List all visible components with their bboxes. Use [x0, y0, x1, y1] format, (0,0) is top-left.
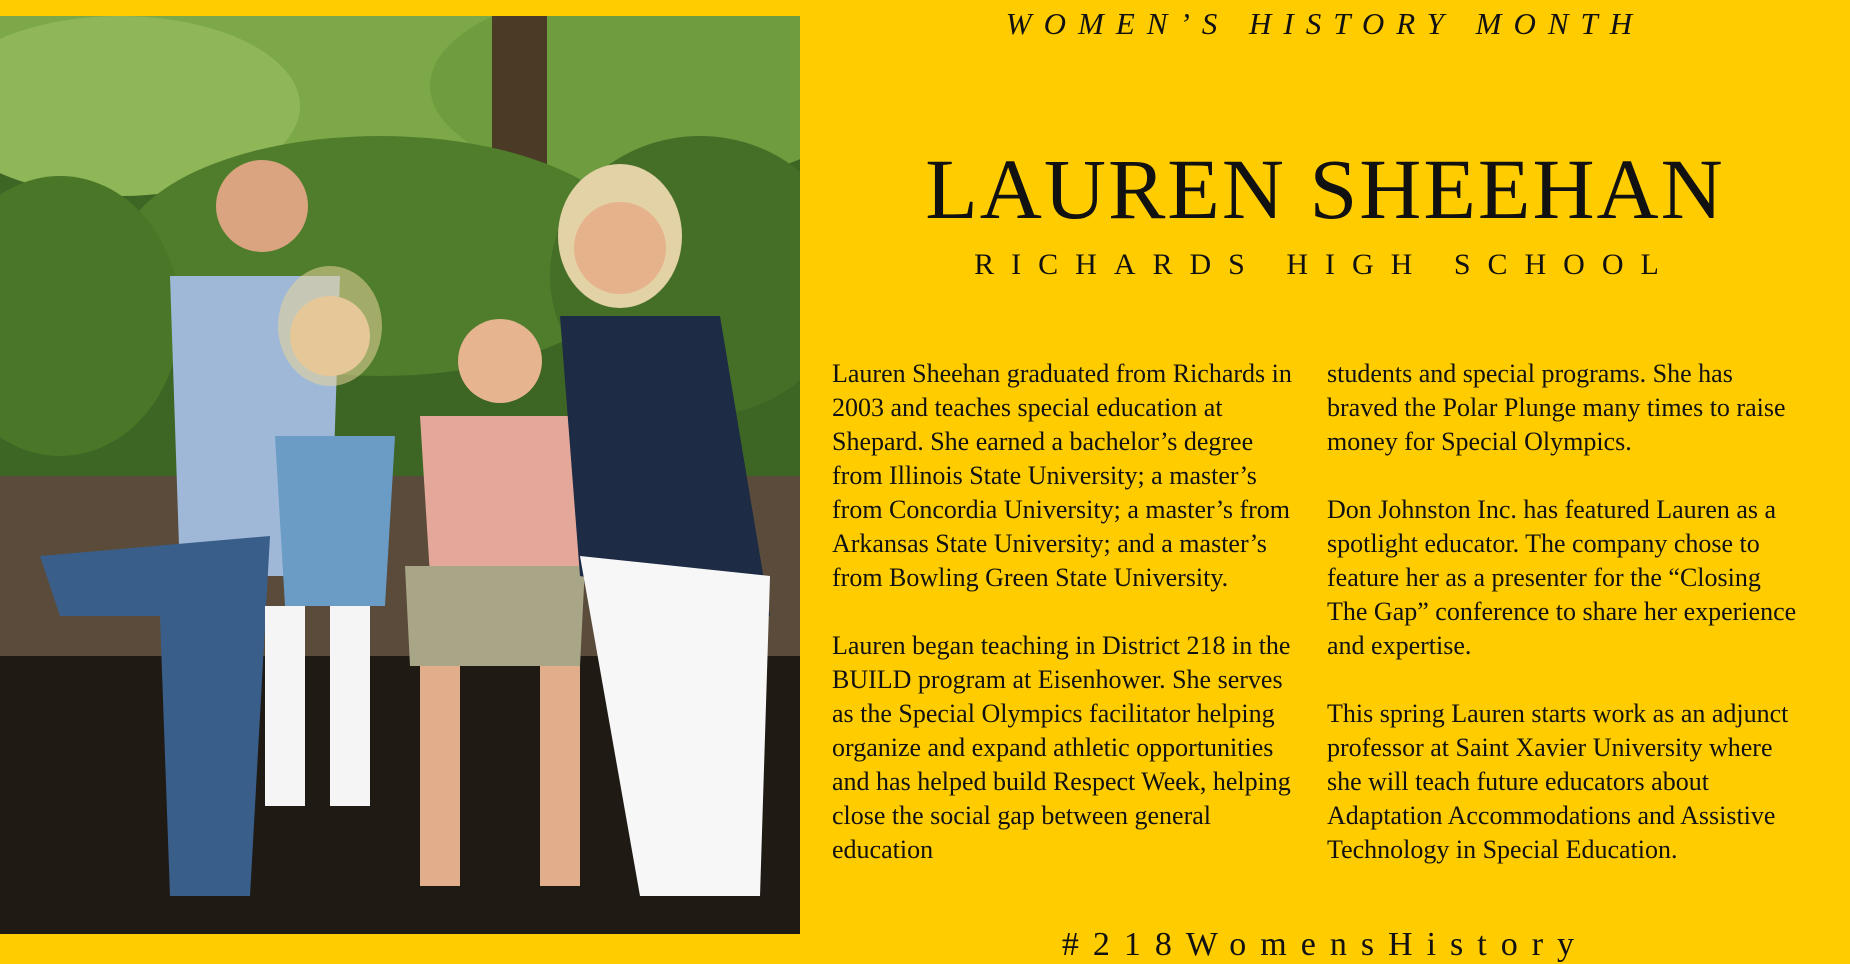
bio-column-right	[1327, 357, 1807, 901]
honoree-name: LAUREN SHEEHAN	[925, 141, 1725, 237]
hashtag: #218WomensHistory	[1061, 926, 1589, 963]
eyebrow-title: WOMEN’S HISTORY MONTH	[1005, 6, 1645, 41]
bio-column-left	[832, 357, 1302, 901]
family-photo-illustration	[0, 16, 800, 934]
bio-paragraph: Don Johnston Inc. has featured Lauren as a spotlight educator. The company chose to feature her as a presenter for the “Closing The Gap” conference to share her experience and expertise.	[1327, 495, 1797, 660]
bio-paragraph: students and special programs. She has braved the Polar Plunge many times to raise money for Special Olympics.	[1327, 359, 1786, 456]
school-name: RICHARDS HIGH SCHOOL	[974, 248, 1676, 281]
bio-paragraph: Lauren began teaching in District 218 in the BUILD program at Eisenhower. She serves as the Special Olympics facilitator helping organize and expand athletic opportunities and has helped build Respect Week, helping close the social gap between general education	[832, 631, 1291, 864]
bio-paragraph: Lauren Sheehan graduated from Richards in 2003 and teaches special education at Shepard. She earned a bachelor’s degree from Illinois State University; a master’s from Concordia University; a master’s from Arkansas State University; and a master’s from Bowling Green State University.	[832, 359, 1292, 592]
family-photo	[0, 16, 800, 934]
bio-paragraph: This spring Lauren starts work as an adjunct professor at Saint Xavier University where she will teach future educators about Adaptation Accommodations and Assistive Technology in Special Education.	[1327, 699, 1789, 864]
